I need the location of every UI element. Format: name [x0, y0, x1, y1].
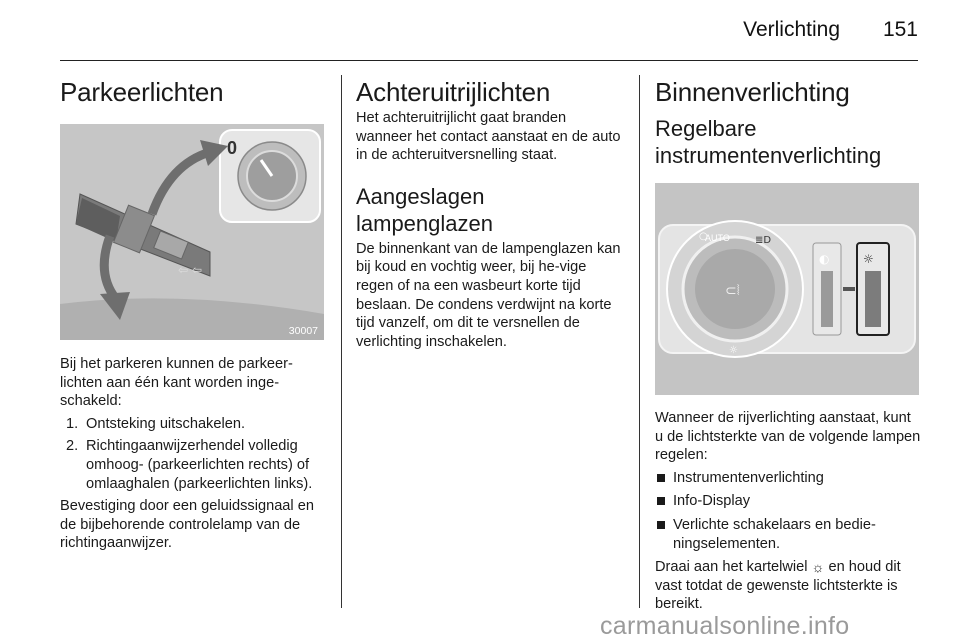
- list-item: 2. Richtingaanwijzerhendel volledig omhoog- (parkeerlichten rechts) of omlaaghalen (parkeerlichten links).: [66, 438, 313, 492]
- heading-parking-lights: Parkeerlichten: [60, 77, 224, 107]
- heading-reverse-lights: Achteruitrijlichten: [356, 77, 551, 107]
- column-interior-lighting: [655, 60, 921, 614]
- list-item: Instrumentenverlichting: [655, 469, 921, 488]
- page-number: 151: [882, 18, 918, 41]
- bullet-list: [655, 469, 921, 553]
- column-divider: [639, 75, 640, 608]
- figure-number: 30007: [288, 325, 318, 337]
- bullet-icon: [657, 497, 665, 505]
- heading-instrument-lighting: Regelbare instrumentenverlichting: [655, 116, 882, 168]
- list-item: 1. Ontsteking uitschakelen.: [66, 415, 245, 432]
- heading-fogged-lenses: Aangeslagen lampenglazen: [356, 183, 493, 236]
- panel-label-auto: AUTO: [705, 233, 730, 243]
- column-reverse-lights: [356, 60, 624, 351]
- svg-text:◐: ◐: [819, 252, 830, 266]
- paragraph-fogged-lenses: De binnenkant van de lampenglazen kan bij koud en vochtig weer, bij he-vige regen of na een wasbeurt korte tijd beslaan. De condens verdwijnt na korte tijd vanzelf, om dit te versnellen de verlichting inschakelen.: [356, 240, 621, 350]
- paragraph-thumbwheel: Draai aan het kartelwiel ☼ en houd dit vast totdat de gewenste lichtsterkte is bereikt.: [655, 559, 901, 613]
- svg-text:○: ○: [699, 231, 708, 242]
- svg-text:⊂⦚: ⊂⦚: [725, 283, 740, 299]
- svg-text:☼: ☼: [729, 345, 738, 356]
- watermark: carmanualsonline.info: [600, 612, 850, 640]
- svg-text:⇦ ⇦: ⇦ ⇦: [178, 263, 202, 277]
- figure-turn-signal-lever: [60, 124, 324, 340]
- svg-text:☼: ☼: [863, 252, 874, 266]
- thumbwheel-icon: ☼: [811, 559, 825, 576]
- paragraph-dimming-intro: Wanneer de rijverlichting aanstaat, kunt u de lichtsterkte van de volgende lampen regelen:: [655, 410, 921, 464]
- list-item: Verlichte schakelaars en bedie-ningselementen.: [655, 516, 921, 553]
- figure-light-switch-panel: [655, 183, 919, 395]
- light-switch-panel-illustration: [655, 183, 919, 395]
- steps-list: [60, 415, 330, 493]
- column-parking-lights: [60, 60, 330, 553]
- paragraph-parking-intro: Bij het parkeren kunnen de parkeer-lichten aan één kant worden inge-schakeld:: [60, 356, 293, 410]
- column-divider: [341, 75, 342, 608]
- page-header: [60, 0, 918, 61]
- running-title: Verlichting: [743, 18, 840, 41]
- paragraph-reverse-lights: Het achteruitrijlicht gaat branden wanneer het contact aanstaat en de auto in de achteruitversnelling staat.: [356, 110, 621, 164]
- list-item: Info-Display: [655, 492, 921, 511]
- svg-text:≣D: ≣D: [755, 235, 772, 246]
- heading-interior-lighting: Binnenverlichting: [655, 77, 850, 107]
- turn-signal-lever-illustration: [60, 124, 324, 340]
- svg-text:0: 0: [227, 138, 238, 158]
- bullet-icon: [657, 521, 665, 529]
- paragraph-confirmation: Bevestiging door een geluidssignaal en de bijbehorende controlelamp van de richtingaanwijzer.: [60, 498, 314, 552]
- bullet-icon: [657, 474, 665, 482]
